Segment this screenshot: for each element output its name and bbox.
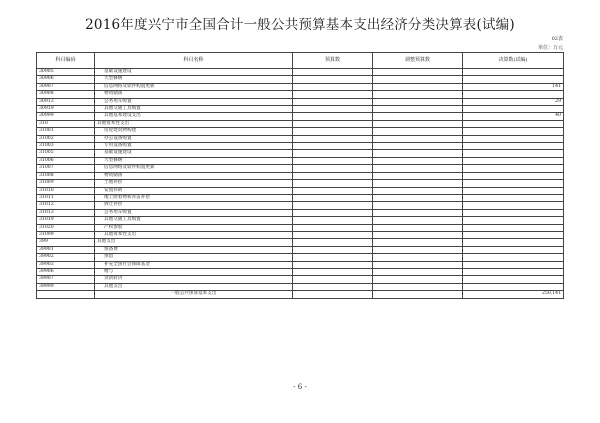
total-code: [37, 291, 95, 298]
cell-name: 房屋建筑物购建: [95, 128, 293, 135]
total-budget: [293, 291, 373, 298]
cell-code: 31009: [37, 180, 95, 187]
cell-name: 其他基本建设支出: [95, 113, 293, 120]
cell-final: [463, 143, 564, 150]
total-row: [37, 291, 564, 298]
cell-final: [463, 276, 564, 283]
cell-code: 30913: [37, 98, 95, 105]
cell-budget: [293, 276, 373, 283]
cell-budget: [293, 261, 373, 268]
cell-budget: [293, 98, 373, 105]
form-number: 02表: [551, 36, 563, 42]
cell-adjusted: [373, 143, 463, 150]
cell-name: 其他支出: [95, 239, 293, 246]
cell-budget: [293, 165, 373, 172]
table-row: [37, 143, 564, 150]
cell-adjusted: [373, 150, 463, 157]
table-row: [37, 283, 564, 290]
cell-budget: [293, 106, 373, 113]
cell-final: [463, 268, 564, 275]
table-row: [37, 217, 564, 224]
cell-adjusted: [373, 276, 463, 283]
table-footer: [37, 291, 564, 298]
cell-final: [463, 239, 564, 246]
cell-code: 31010: [37, 187, 95, 194]
cell-final: [463, 76, 564, 83]
cell-code: 310: [37, 120, 95, 127]
cell-budget: [293, 231, 373, 238]
cell-name: 公务用车购置: [95, 98, 293, 105]
cell-budget: [293, 157, 373, 164]
cell-adjusted: [373, 217, 463, 224]
cell-code: 39907: [37, 276, 95, 283]
cell-adjusted: [373, 283, 463, 290]
cell-budget: [293, 76, 373, 83]
cell-name: 办公设备购置: [95, 135, 293, 142]
cell-adjusted: [373, 231, 463, 238]
cell-name: 其他交通工具购置: [95, 106, 293, 113]
cell-adjusted: [373, 209, 463, 216]
cell-adjusted: [373, 261, 463, 268]
table-body: [37, 69, 564, 291]
cell-code: 31013: [37, 209, 95, 216]
cell-budget: [293, 187, 373, 194]
table-row: [37, 254, 564, 261]
cell-code: 31006: [37, 157, 95, 164]
cell-budget: [293, 217, 373, 224]
cell-budget: [293, 194, 373, 201]
cell-name: 基础设施建设: [95, 69, 293, 76]
table-row: [37, 187, 564, 194]
cell-code: 30999: [37, 113, 95, 120]
cell-budget: [293, 202, 373, 209]
cell-final: [463, 209, 564, 216]
total-adjusted: [373, 291, 463, 298]
cell-adjusted: [373, 120, 463, 127]
cell-budget: [293, 69, 373, 76]
cell-budget: [293, 143, 373, 150]
cell-budget: [293, 246, 373, 253]
cell-budget: [293, 120, 373, 127]
cell-code: 31007: [37, 165, 95, 172]
cell-code: 31001: [37, 128, 95, 135]
cell-adjusted: [373, 76, 463, 83]
cell-code: 31002: [37, 135, 95, 142]
cell-name: 基础设施建设: [95, 150, 293, 157]
cell-name: 地上附着物和青苗补偿: [95, 194, 293, 201]
cell-adjusted: [373, 194, 463, 201]
header-final: 决算数(试编): [463, 53, 564, 69]
cell-final: [463, 172, 564, 179]
table-row: [37, 194, 564, 201]
cell-name: 其他资本性支出: [95, 120, 293, 127]
cell-name: 赠与: [95, 268, 293, 275]
cell-final: [463, 254, 564, 261]
cell-name: 补充全国社会保障基金: [95, 261, 293, 268]
cell-adjusted: [373, 106, 463, 113]
cell-final: [463, 231, 564, 238]
cell-budget: [293, 239, 373, 246]
cell-budget: [293, 224, 373, 231]
cell-budget: [293, 128, 373, 135]
table-row: [37, 98, 564, 105]
cell-name: 大型修缮: [95, 76, 293, 83]
cell-final: [463, 187, 564, 194]
cell-adjusted: [373, 128, 463, 135]
cell-final: [463, 246, 564, 253]
table-row: [37, 231, 564, 238]
cell-final: [463, 261, 564, 268]
cell-adjusted: [373, 246, 463, 253]
table-row: [37, 180, 564, 187]
table-row: [37, 261, 564, 268]
cell-name: 其他支出: [95, 283, 293, 290]
cell-final: [463, 224, 564, 231]
table-row: [37, 120, 564, 127]
cell-name: 其他资本性支出: [95, 231, 293, 238]
cell-final: [463, 106, 564, 113]
cell-budget: [293, 209, 373, 216]
cell-adjusted: [373, 224, 463, 231]
cell-name: 安置补助: [95, 187, 293, 194]
table-row: [37, 128, 564, 135]
cell-final: [463, 128, 564, 135]
table-row: [37, 276, 564, 283]
table-row: [37, 91, 564, 98]
cell-adjusted: [373, 180, 463, 187]
cell-final: [463, 91, 564, 98]
cell-final: 141: [463, 83, 564, 90]
table-row: [37, 69, 564, 76]
table-row: [37, 76, 564, 83]
table-row: [37, 106, 564, 113]
table-row: [37, 135, 564, 142]
cell-budget: [293, 172, 373, 179]
cell-name: 土地补偿: [95, 180, 293, 187]
cell-budget: [293, 283, 373, 290]
cell-code: 31020: [37, 224, 95, 231]
table-row: [37, 165, 564, 172]
budget-table: [36, 52, 564, 299]
cell-code: 39902: [37, 254, 95, 261]
cell-code: 31011: [37, 194, 95, 201]
cell-code: 31099: [37, 231, 95, 238]
total-final: 250,141: [463, 291, 564, 298]
header-name: 科目名称: [95, 53, 293, 69]
table-row: [37, 239, 564, 246]
cell-name: 拆迁补偿: [95, 202, 293, 209]
cell-budget: [293, 135, 373, 142]
cell-code: 31012: [37, 202, 95, 209]
cell-code: 31019: [37, 217, 95, 224]
header-adjusted: 调整预算数: [373, 53, 463, 69]
cell-final: [463, 202, 564, 209]
cell-adjusted: [373, 268, 463, 275]
table-row: [37, 268, 564, 275]
cell-adjusted: [373, 91, 463, 98]
page-number: - 6 -: [293, 383, 307, 391]
cell-budget: [293, 268, 373, 275]
cell-name: 物资储备: [95, 172, 293, 179]
cell-name: 物资储备: [95, 91, 293, 98]
header-row: [37, 53, 564, 69]
cell-adjusted: [373, 202, 463, 209]
table-row: [37, 209, 564, 216]
cell-name: 公务用车购置: [95, 209, 293, 216]
cell-name: 预留: [95, 254, 293, 261]
cell-budget: [293, 83, 373, 90]
cell-name: 其他交通工具购置: [95, 217, 293, 224]
table-row: [37, 246, 564, 253]
cell-code: 39906: [37, 268, 95, 275]
cell-name: 信息网络及软件购置更新: [95, 165, 293, 172]
table-row: [37, 172, 564, 179]
cell-adjusted: [373, 83, 463, 90]
cell-adjusted: [373, 165, 463, 172]
table-row: [37, 83, 564, 90]
cell-code: 31008: [37, 172, 95, 179]
cell-name: 贷款转贷: [95, 276, 293, 283]
table-row: [37, 202, 564, 209]
cell-name: 专用设备购置: [95, 143, 293, 150]
cell-code: 31005: [37, 150, 95, 157]
cell-name: 大型修缮: [95, 157, 293, 164]
table-header: [37, 53, 564, 69]
cell-final: [463, 194, 564, 201]
cell-final: [463, 283, 564, 290]
cell-adjusted: [373, 113, 463, 120]
cell-final: [463, 69, 564, 76]
cell-budget: [293, 254, 373, 261]
cell-adjusted: [373, 69, 463, 76]
cell-code: 30919: [37, 106, 95, 113]
cell-code: 39903: [37, 261, 95, 268]
table-row: [37, 150, 564, 157]
table-row: [37, 224, 564, 231]
header-budget: 预算数: [293, 53, 373, 69]
cell-final: [463, 135, 564, 142]
cell-code: 30905: [37, 69, 95, 76]
cell-final: [463, 217, 564, 224]
cell-final: [463, 157, 564, 164]
cell-budget: [293, 150, 373, 157]
cell-code: 30907: [37, 83, 95, 90]
cell-code: 399: [37, 239, 95, 246]
page-title: 2016年度兴宁市全国合计一般公共预算基本支出经济分类决算表(试编): [85, 17, 515, 33]
unit-label: 单位：万元: [537, 45, 563, 51]
cell-final: 29: [463, 98, 564, 105]
cell-code: 30906: [37, 76, 95, 83]
table-row: [37, 113, 564, 120]
table-row: [37, 157, 564, 164]
cell-final: 40: [463, 113, 564, 120]
cell-name: 信息网络及软件购置更新: [95, 83, 293, 90]
cell-budget: [293, 91, 373, 98]
cell-adjusted: [373, 239, 463, 246]
cell-budget: [293, 180, 373, 187]
cell-adjusted: [373, 172, 463, 179]
cell-final: [463, 180, 564, 187]
header-code: 科目编码: [37, 53, 95, 69]
cell-budget: [293, 113, 373, 120]
cell-adjusted: [373, 98, 463, 105]
cell-final: [463, 120, 564, 127]
cell-adjusted: [373, 157, 463, 164]
cell-code: 39999: [37, 283, 95, 290]
cell-adjusted: [373, 135, 463, 142]
cell-adjusted: [373, 187, 463, 194]
cell-adjusted: [373, 254, 463, 261]
cell-name: 预备费: [95, 246, 293, 253]
cell-code: 39901: [37, 246, 95, 253]
cell-final: [463, 165, 564, 172]
cell-code: 30908: [37, 91, 95, 98]
cell-name: 产权参股: [95, 224, 293, 231]
cell-code: 31003: [37, 143, 95, 150]
total-label: 一般公共预算基本支出: [95, 291, 293, 298]
cell-final: [463, 150, 564, 157]
